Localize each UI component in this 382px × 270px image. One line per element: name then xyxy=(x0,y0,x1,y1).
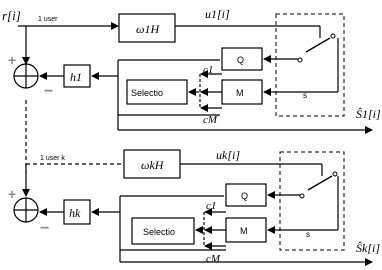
m-label-top: M xyxy=(236,88,244,98)
quantizer-label-bottom: Q xyxy=(241,191,249,201)
minus-sign-top: − xyxy=(44,83,54,100)
top-branch xyxy=(2,7,381,176)
switch-label-bottom: s xyxy=(306,230,310,239)
switch-box-bottom xyxy=(280,152,344,250)
filter-label-bottom: hk xyxy=(69,206,81,220)
quantizer-label-top: Q xyxy=(237,55,245,65)
m-label-bottom: M xyxy=(240,226,248,236)
selection-label-top: Selectio xyxy=(131,88,164,98)
user-label-top: 1 user xyxy=(38,16,58,23)
bottom-branch xyxy=(8,148,380,265)
input-signal-label: r[i] xyxy=(2,8,21,23)
user-label-bottom: 1 user k xyxy=(40,155,65,162)
filter-label-top: h1 xyxy=(70,70,82,84)
beamformer-label-bottom: ωkH xyxy=(141,158,164,172)
switch-label-top: s xyxy=(303,91,307,100)
plus-sign-top: + xyxy=(8,52,17,68)
plus-sign-bottom: + xyxy=(8,186,17,202)
minus-sign-bottom: − xyxy=(40,220,50,237)
beamformer-label-top: ω1H xyxy=(136,22,160,36)
cm-label-bottom: cM xyxy=(206,253,221,265)
output-label-bottom: uk[i] xyxy=(216,148,240,162)
selection-label-bottom: Selectio xyxy=(143,227,176,237)
switch-arm-bottom xyxy=(308,176,332,190)
c1-label-top: c1 xyxy=(203,64,214,76)
output-label-top: u1[i] xyxy=(205,7,230,21)
estimate-label-bottom: Ŝk[i] xyxy=(356,241,380,255)
c1-label-bottom: c1 xyxy=(206,200,217,212)
estimate-label-top: Ŝ1[i] xyxy=(356,107,381,121)
cm-label-top: cM xyxy=(203,114,218,126)
switch-arm-top xyxy=(306,38,330,52)
switch-box-top xyxy=(276,14,344,116)
